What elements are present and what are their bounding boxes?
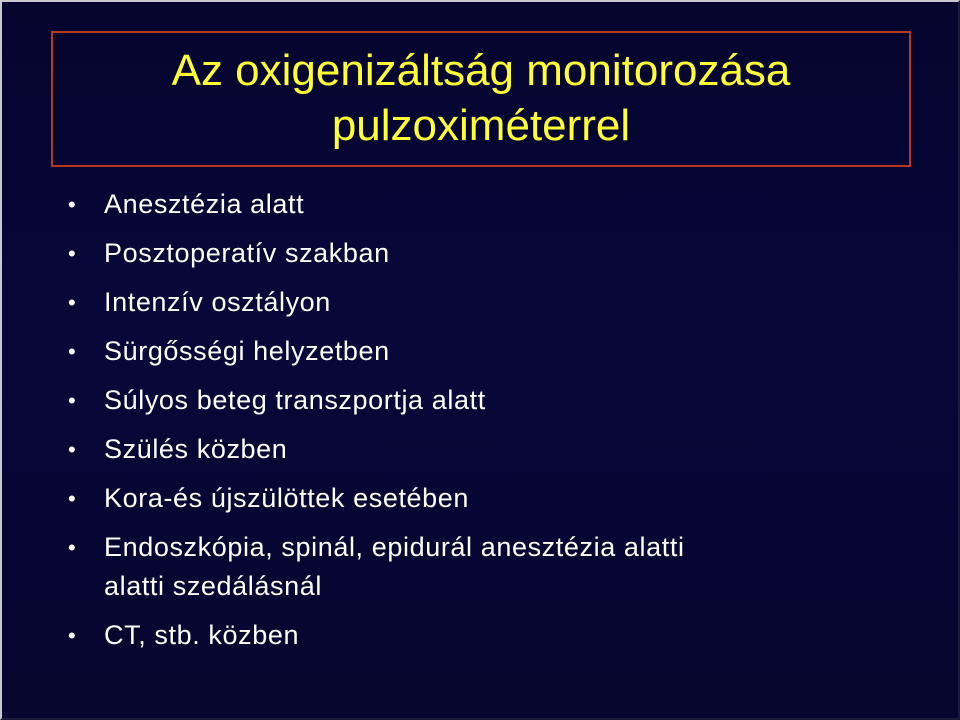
list-item <box>68 528 928 606</box>
bullet-icon: • <box>68 437 76 462</box>
list-item <box>68 283 928 322</box>
list-item <box>68 332 928 371</box>
bullet-text <box>104 283 331 322</box>
bullet-icon: • <box>68 192 76 217</box>
bullet-text-line: Endoszkópia, spinál, epidurál anesztézia alatti <box>104 532 685 562</box>
bullet-text-line: alatti szedálásnál <box>104 571 322 601</box>
bullet-text <box>104 234 390 273</box>
bullet-text-line: Szülés közben <box>104 434 288 464</box>
list-item <box>68 430 928 469</box>
bullet-icon: • <box>68 339 76 364</box>
bullet-text <box>104 332 390 371</box>
bullet-text <box>104 430 287 469</box>
bullet-list <box>68 185 928 665</box>
slide-title-line-1: Az oxigenizáltság monitorozása <box>171 46 791 95</box>
bullet-text <box>104 528 685 606</box>
bullet-text <box>104 185 304 224</box>
bullet-text <box>104 479 469 518</box>
bullet-icon: • <box>68 241 76 266</box>
list-item <box>68 381 928 420</box>
bullet-text <box>104 616 299 655</box>
bullet-icon: • <box>68 623 76 648</box>
bullet-icon: • <box>68 290 76 315</box>
bullet-icon: • <box>68 535 76 560</box>
bullet-text-line: Posztoperatív szakban <box>104 238 390 268</box>
bullet-text-line: Sürgősségi helyzetben <box>104 336 390 366</box>
title-box <box>51 31 911 167</box>
bullet-text-line: Anesztézia alatt <box>104 189 305 219</box>
bullet-text-line: Kora-és újszülöttek esetében <box>104 483 470 513</box>
bullet-text-line: Intenzív osztályon <box>104 287 331 317</box>
list-item <box>68 185 928 224</box>
list-item <box>68 234 928 273</box>
bullet-icon: • <box>68 388 76 413</box>
bullet-text <box>104 381 486 420</box>
list-item <box>68 616 928 655</box>
slide-title-line-2: pulzoximéterrel <box>331 101 631 150</box>
bullet-text-line: Súlyos beteg transzportja alatt <box>104 385 486 415</box>
bullet-text-line: CT, stb. közben <box>104 620 300 650</box>
bullet-icon: • <box>68 486 76 511</box>
list-item <box>68 479 928 518</box>
